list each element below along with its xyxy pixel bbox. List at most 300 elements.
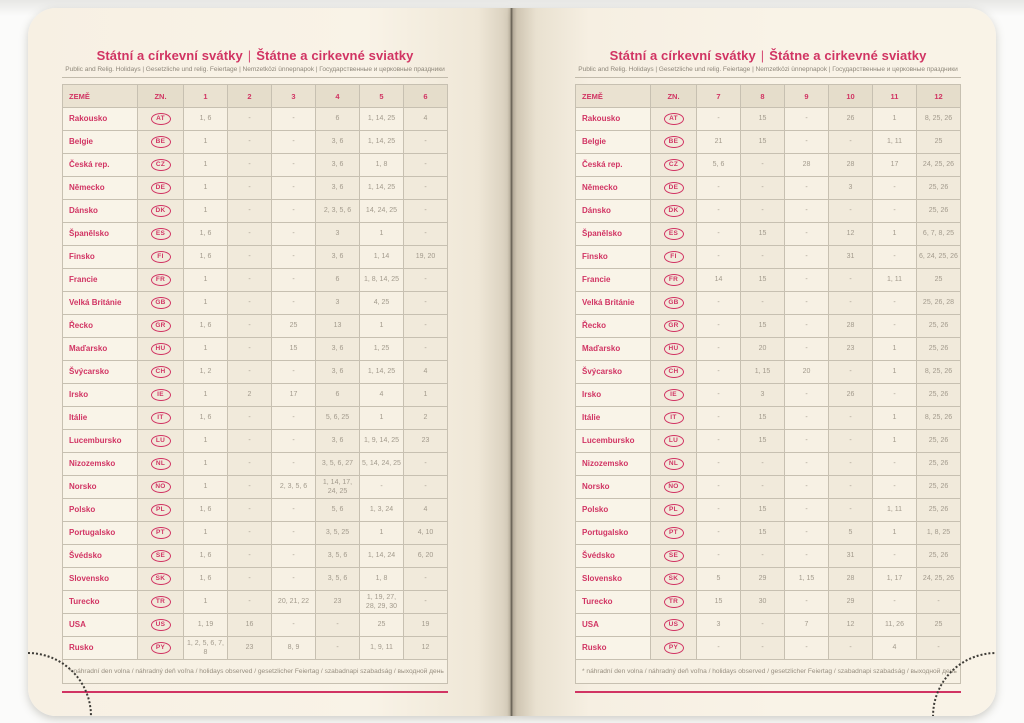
country-row — [576, 430, 961, 453]
country-code-cell — [138, 200, 184, 223]
holiday-days-cell: - — [785, 499, 829, 522]
holiday-table-months-7-12 — [575, 84, 961, 684]
holiday-days-cell: 1, 11 — [873, 269, 917, 292]
country-row — [63, 338, 448, 361]
country-code-badge: DE — [664, 182, 684, 194]
country-code-cell — [651, 246, 697, 269]
country-code-cell — [651, 637, 697, 660]
country-name: Řecko — [576, 315, 651, 338]
country-row — [576, 131, 961, 154]
country-code-cell — [138, 292, 184, 315]
country-code-cell — [138, 430, 184, 453]
country-row — [576, 453, 961, 476]
country-code-cell — [138, 614, 184, 637]
country-code-badge: GB — [664, 297, 684, 309]
holiday-days-cell: 31 — [829, 246, 873, 269]
title-separator: | — [247, 48, 252, 63]
holiday-days-cell: 1, 14, 25 — [360, 177, 404, 200]
holiday-days-cell: - — [697, 108, 741, 131]
holiday-days-cell: 1, 6 — [184, 568, 228, 591]
holiday-days-cell: 1, 9, 14, 25 — [360, 430, 404, 453]
country-code-badge: GB — [151, 297, 171, 309]
country-code-badge: FI — [151, 251, 171, 263]
country-row — [576, 177, 961, 200]
country-name: Turecko — [63, 591, 138, 614]
country-code-cell — [138, 177, 184, 200]
holiday-days-cell: - — [228, 453, 272, 476]
country-row — [63, 246, 448, 269]
country-code-badge: IE — [664, 389, 684, 401]
holiday-days-cell: 1, 8, 14, 25 — [360, 269, 404, 292]
holiday-days-cell: 25, 26 — [917, 499, 961, 522]
country-row — [576, 591, 961, 614]
holiday-days-cell: 25, 26 — [917, 384, 961, 407]
holiday-days-cell: 25 — [917, 269, 961, 292]
holiday-days-cell: 15 — [697, 591, 741, 614]
holiday-days-cell: - — [228, 476, 272, 499]
holiday-days-cell: - — [785, 315, 829, 338]
holiday-days-cell: - — [404, 292, 448, 315]
page-title-czech: Státní a církevní svátky — [609, 48, 756, 63]
country-name: Belgie — [63, 131, 138, 154]
holiday-days-cell: - — [873, 453, 917, 476]
holiday-days-cell: - — [741, 545, 785, 568]
holiday-days-cell: 3 — [316, 292, 360, 315]
country-row — [576, 108, 961, 131]
holiday-days-cell: 1 — [184, 591, 228, 614]
holiday-days-cell: 25, 26 — [917, 453, 961, 476]
country-code-cell — [138, 246, 184, 269]
country-code-badge: AT — [151, 113, 171, 125]
country-code-badge: PT — [151, 527, 171, 539]
holiday-days-cell: 31 — [829, 545, 873, 568]
country-code-badge: US — [664, 619, 684, 631]
holiday-days-cell: 20 — [785, 361, 829, 384]
holiday-days-cell: - — [316, 637, 360, 660]
country-code-cell — [138, 453, 184, 476]
holiday-days-cell: - — [404, 154, 448, 177]
holiday-days-cell: 3, 5, 6 — [316, 545, 360, 568]
holiday-days-cell: - — [873, 177, 917, 200]
country-row — [576, 499, 961, 522]
country-name: Itálie — [63, 407, 138, 430]
holiday-days-cell: 1 — [184, 269, 228, 292]
holiday-days-cell: 5, 14, 24, 25 — [360, 453, 404, 476]
holiday-days-cell: - — [404, 568, 448, 591]
holiday-days-cell: - — [741, 246, 785, 269]
holiday-days-cell: 1, 6 — [184, 246, 228, 269]
holiday-days-cell: - — [873, 476, 917, 499]
country-row — [63, 384, 448, 407]
country-name: Švýcarsko — [576, 361, 651, 384]
holiday-days-cell: 25, 26 — [917, 200, 961, 223]
country-name: Slovensko — [576, 568, 651, 591]
column-header-month-12: 12 — [917, 85, 961, 108]
country-name: Lucembursko — [576, 430, 651, 453]
country-row — [576, 637, 961, 660]
holiday-days-cell: 1 — [184, 200, 228, 223]
holiday-days-cell: 3, 6 — [316, 154, 360, 177]
country-name: Španělsko — [63, 223, 138, 246]
holiday-days-cell: - — [697, 292, 741, 315]
holiday-days-cell: 6, 7, 8, 25 — [917, 223, 961, 246]
country-row — [576, 154, 961, 177]
holiday-days-cell: 1, 19, 27, 28, 29, 30 — [360, 591, 404, 614]
country-code-cell — [138, 269, 184, 292]
column-header-month-8: 8 — [741, 85, 785, 108]
country-code-cell — [138, 154, 184, 177]
holiday-days-cell: 1, 2 — [184, 361, 228, 384]
holiday-days-cell: 24, 25, 26 — [917, 154, 961, 177]
country-name: Francie — [576, 269, 651, 292]
country-row — [63, 453, 448, 476]
country-row — [63, 361, 448, 384]
country-name: Slovensko — [63, 568, 138, 591]
country-name: Velká Británie — [576, 292, 651, 315]
country-name: Švédsko — [63, 545, 138, 568]
country-row — [63, 614, 448, 637]
country-row — [63, 637, 448, 660]
holiday-days-cell: - — [404, 476, 448, 499]
column-header-month-10: 10 — [829, 85, 873, 108]
country-name: Nizozemsko — [576, 453, 651, 476]
holiday-days-cell: - — [697, 545, 741, 568]
country-code-badge: FI — [664, 251, 684, 263]
holiday-days-cell: - — [785, 269, 829, 292]
holiday-days-cell: 13 — [316, 315, 360, 338]
holiday-days-cell: - — [228, 131, 272, 154]
page-title-slovak: Štátne a cirkevné sviatky — [769, 48, 927, 63]
country-code-badge: NO — [664, 481, 684, 493]
country-code-badge: IE — [151, 389, 171, 401]
country-code-badge: CZ — [151, 159, 171, 171]
holiday-days-cell: 1, 14 — [360, 246, 404, 269]
holiday-days-cell: - — [873, 246, 917, 269]
holiday-days-cell: - — [741, 154, 785, 177]
country-code-cell — [651, 200, 697, 223]
country-code-badge: ES — [151, 228, 171, 240]
holiday-days-cell: - — [785, 453, 829, 476]
country-code-badge: NO — [151, 481, 171, 493]
holiday-days-cell: - — [360, 476, 404, 499]
holiday-days-cell: 4 — [404, 499, 448, 522]
holiday-days-cell: 17 — [272, 384, 316, 407]
country-code-badge: IT — [664, 412, 684, 424]
holiday-days-cell: 1, 6 — [184, 545, 228, 568]
holiday-days-cell: - — [785, 476, 829, 499]
page-title-czech: Státní a církevní svátky — [96, 48, 243, 63]
holiday-days-cell: - — [272, 545, 316, 568]
holiday-days-cell: - — [697, 338, 741, 361]
country-code-badge: PY — [151, 642, 171, 654]
page-subtitle: Public and Relig. Holidays | Gesetzliche und relig. Feiertage | Nemzetközi ünnepnapok | Государственные и церковные праздники — [575, 66, 961, 78]
country-name: Česká rep. — [576, 154, 651, 177]
country-name: Norsko — [576, 476, 651, 499]
holiday-days-cell: 3, 6 — [316, 361, 360, 384]
holiday-days-cell: - — [404, 200, 448, 223]
holiday-days-cell: - — [697, 246, 741, 269]
country-row — [576, 246, 961, 269]
holiday-days-cell: - — [829, 453, 873, 476]
holiday-days-cell: - — [228, 200, 272, 223]
holiday-days-cell: 15 — [741, 407, 785, 430]
holiday-days-cell: 1 — [404, 384, 448, 407]
holiday-days-cell: 5, 6 — [697, 154, 741, 177]
country-code-badge: LU — [151, 435, 171, 447]
holiday-days-cell: - — [404, 453, 448, 476]
country-row — [576, 223, 961, 246]
holiday-days-cell: - — [272, 223, 316, 246]
holiday-days-cell: - — [741, 292, 785, 315]
country-row — [63, 499, 448, 522]
holiday-days-cell: 1, 14, 17, 24, 25 — [316, 476, 360, 499]
holiday-days-cell: 25 — [917, 614, 961, 637]
country-code-cell — [138, 315, 184, 338]
holiday-days-cell: - — [404, 177, 448, 200]
holiday-days-cell: - — [785, 430, 829, 453]
country-code-badge: DK — [664, 205, 684, 217]
country-code-badge: GR — [664, 320, 684, 332]
country-code-badge: SK — [664, 573, 684, 585]
holiday-days-cell: - — [829, 292, 873, 315]
holiday-days-cell: 15 — [741, 131, 785, 154]
country-code-badge: FR — [664, 274, 684, 286]
country-row — [576, 292, 961, 315]
country-name: Portugalsko — [576, 522, 651, 545]
country-row — [63, 108, 448, 131]
holiday-days-cell: - — [785, 384, 829, 407]
country-row — [576, 614, 961, 637]
holiday-days-cell: 23 — [228, 637, 272, 660]
country-name: Německo — [63, 177, 138, 200]
country-name: Irsko — [63, 384, 138, 407]
holiday-days-cell: - — [785, 407, 829, 430]
country-name: Maďarsko — [63, 338, 138, 361]
country-row — [576, 269, 961, 292]
holiday-days-cell: 3, 6 — [316, 131, 360, 154]
holiday-days-cell: - — [829, 200, 873, 223]
country-code-cell — [138, 223, 184, 246]
page-right-content — [575, 8, 961, 693]
holiday-days-cell: 3 — [741, 384, 785, 407]
holiday-days-cell: - — [785, 108, 829, 131]
holiday-days-cell: - — [272, 614, 316, 637]
country-code-cell — [651, 361, 697, 384]
holiday-days-cell: - — [272, 108, 316, 131]
holiday-days-cell: 1, 11 — [873, 131, 917, 154]
country-name: Turecko — [576, 591, 651, 614]
country-name: Norsko — [63, 476, 138, 499]
holiday-days-cell: 3, 6 — [316, 177, 360, 200]
country-code-badge: SK — [151, 573, 171, 585]
holiday-days-cell: 3, 5, 6, 27 — [316, 453, 360, 476]
holiday-days-cell: - — [697, 223, 741, 246]
holiday-days-cell: 1, 6 — [184, 407, 228, 430]
holiday-days-cell: - — [785, 591, 829, 614]
holiday-days-cell: - — [272, 246, 316, 269]
column-header-month-1: 1 — [184, 85, 228, 108]
holiday-days-cell: 1, 17 — [873, 568, 917, 591]
holiday-days-cell: 4, 10 — [404, 522, 448, 545]
holiday-days-cell: - — [741, 476, 785, 499]
country-code-badge: CH — [664, 366, 684, 378]
holiday-days-cell: 21 — [697, 131, 741, 154]
bottom-accent-rule — [62, 691, 448, 693]
country-code-cell — [138, 545, 184, 568]
holiday-days-cell: - — [697, 361, 741, 384]
holiday-days-cell: - — [272, 430, 316, 453]
holiday-days-cell: 15 — [741, 522, 785, 545]
holiday-days-cell: - — [228, 522, 272, 545]
country-code-badge: PL — [664, 504, 684, 516]
country-code-badge: SE — [151, 550, 171, 562]
holiday-days-cell: - — [785, 545, 829, 568]
country-row — [576, 407, 961, 430]
country-code-badge: SE — [664, 550, 684, 562]
country-row — [63, 223, 448, 246]
country-code-cell — [138, 361, 184, 384]
holiday-days-cell: - — [228, 338, 272, 361]
holiday-days-cell: 16 — [228, 614, 272, 637]
country-row — [63, 292, 448, 315]
holiday-days-cell: 6, 24, 25, 26 — [917, 246, 961, 269]
holiday-days-cell: - — [228, 430, 272, 453]
holiday-days-cell: 8, 25, 26 — [917, 361, 961, 384]
column-header-month-4: 4 — [316, 85, 360, 108]
country-code-badge: US — [151, 619, 171, 631]
holiday-days-cell: 4 — [873, 637, 917, 660]
country-row — [63, 545, 448, 568]
holiday-days-cell: - — [697, 522, 741, 545]
footnote-row — [63, 660, 448, 684]
holiday-days-cell: 1, 6 — [184, 499, 228, 522]
column-header-month-6: 6 — [404, 85, 448, 108]
country-code-badge: BE — [151, 136, 171, 148]
column-header-month-5: 5 — [360, 85, 404, 108]
holiday-days-cell: 1 — [184, 476, 228, 499]
holiday-days-cell: 6, 20 — [404, 545, 448, 568]
holiday-days-cell: 3, 5, 25 — [316, 522, 360, 545]
country-code-cell — [651, 591, 697, 614]
holiday-days-cell: 2, 3, 5, 6 — [272, 476, 316, 499]
country-code-cell — [651, 269, 697, 292]
holiday-days-cell: - — [829, 361, 873, 384]
table-header-row — [63, 85, 448, 108]
holiday-days-cell: - — [404, 591, 448, 614]
holiday-days-cell: - — [917, 591, 961, 614]
holiday-days-cell: 1, 8, 25 — [917, 522, 961, 545]
country-name: Rusko — [63, 637, 138, 660]
holiday-days-cell: - — [404, 269, 448, 292]
holiday-days-cell: 5, 6, 25 — [316, 407, 360, 430]
country-code-badge: NL — [664, 458, 684, 470]
holiday-days-cell: 1 — [873, 407, 917, 430]
holiday-days-cell: - — [785, 177, 829, 200]
title-separator: | — [760, 48, 765, 63]
holiday-days-cell: 15 — [741, 315, 785, 338]
holiday-days-cell: 3, 6 — [316, 338, 360, 361]
country-code-badge: GR — [151, 320, 171, 332]
country-row — [576, 545, 961, 568]
holiday-days-cell: 8, 9 — [272, 637, 316, 660]
holiday-days-cell: 1 — [184, 292, 228, 315]
country-code-cell — [651, 154, 697, 177]
holiday-days-cell: - — [829, 269, 873, 292]
page-title — [575, 48, 961, 63]
country-code-badge: FR — [151, 274, 171, 286]
holiday-days-cell: 23 — [404, 430, 448, 453]
holiday-days-cell: 25 — [360, 614, 404, 637]
country-code-cell — [138, 407, 184, 430]
holiday-days-cell: - — [228, 361, 272, 384]
holiday-days-cell: 28 — [829, 568, 873, 591]
holiday-days-cell: 23 — [829, 338, 873, 361]
country-row — [576, 522, 961, 545]
holiday-days-cell: 5 — [697, 568, 741, 591]
country-name: Rakousko — [63, 108, 138, 131]
holiday-days-cell: 1 — [184, 384, 228, 407]
country-code-cell — [651, 315, 697, 338]
country-code-badge: CH — [151, 366, 171, 378]
country-code-badge: HU — [664, 343, 684, 355]
holiday-days-cell: 15 — [741, 269, 785, 292]
holiday-days-cell: 8, 25, 26 — [917, 108, 961, 131]
holiday-days-cell: 1, 2, 5, 6, 7, 8 — [184, 637, 228, 660]
holiday-days-cell: 25, 26 — [917, 338, 961, 361]
country-code-cell — [138, 499, 184, 522]
country-code-cell — [138, 637, 184, 660]
country-code-cell — [651, 292, 697, 315]
holiday-days-cell: - — [272, 499, 316, 522]
holiday-days-cell: - — [785, 223, 829, 246]
country-name: Německo — [576, 177, 651, 200]
holiday-days-cell: 15 — [741, 430, 785, 453]
holiday-days-cell: 1 — [184, 131, 228, 154]
country-code-cell — [651, 338, 697, 361]
holiday-days-cell: - — [272, 131, 316, 154]
holiday-days-cell: - — [741, 177, 785, 200]
holiday-days-cell: - — [404, 315, 448, 338]
country-name: Itálie — [576, 407, 651, 430]
country-code-cell — [138, 522, 184, 545]
country-row — [63, 407, 448, 430]
country-code-cell — [651, 453, 697, 476]
holiday-days-cell: 3, 6 — [316, 430, 360, 453]
country-row — [63, 430, 448, 453]
country-code-badge: PY — [664, 642, 684, 654]
holiday-days-cell: - — [228, 292, 272, 315]
holiday-days-cell: - — [697, 407, 741, 430]
country-code-cell — [651, 522, 697, 545]
holiday-days-cell: - — [697, 430, 741, 453]
holiday-days-cell: - — [697, 453, 741, 476]
holiday-days-cell: 1, 11 — [873, 499, 917, 522]
holiday-days-cell: - — [697, 177, 741, 200]
book-spine-gutter — [510, 8, 513, 716]
country-code-cell — [138, 108, 184, 131]
holiday-days-cell: 1, 14, 25 — [360, 108, 404, 131]
footnote-text: * náhradní den volna / náhradný deň voľna / holidays observed / gesetzlicher Feiertag / szabadnapi szabadság / выходной день — [63, 660, 448, 684]
holiday-days-cell: 26 — [829, 384, 873, 407]
country-row — [63, 315, 448, 338]
holiday-table-months-1-6 — [62, 84, 448, 684]
holiday-days-cell: 1, 14, 25 — [360, 131, 404, 154]
holiday-days-cell: - — [272, 292, 316, 315]
country-name: USA — [576, 614, 651, 637]
holiday-days-cell: - — [873, 384, 917, 407]
country-name: Polsko — [63, 499, 138, 522]
holiday-days-cell: - — [228, 315, 272, 338]
